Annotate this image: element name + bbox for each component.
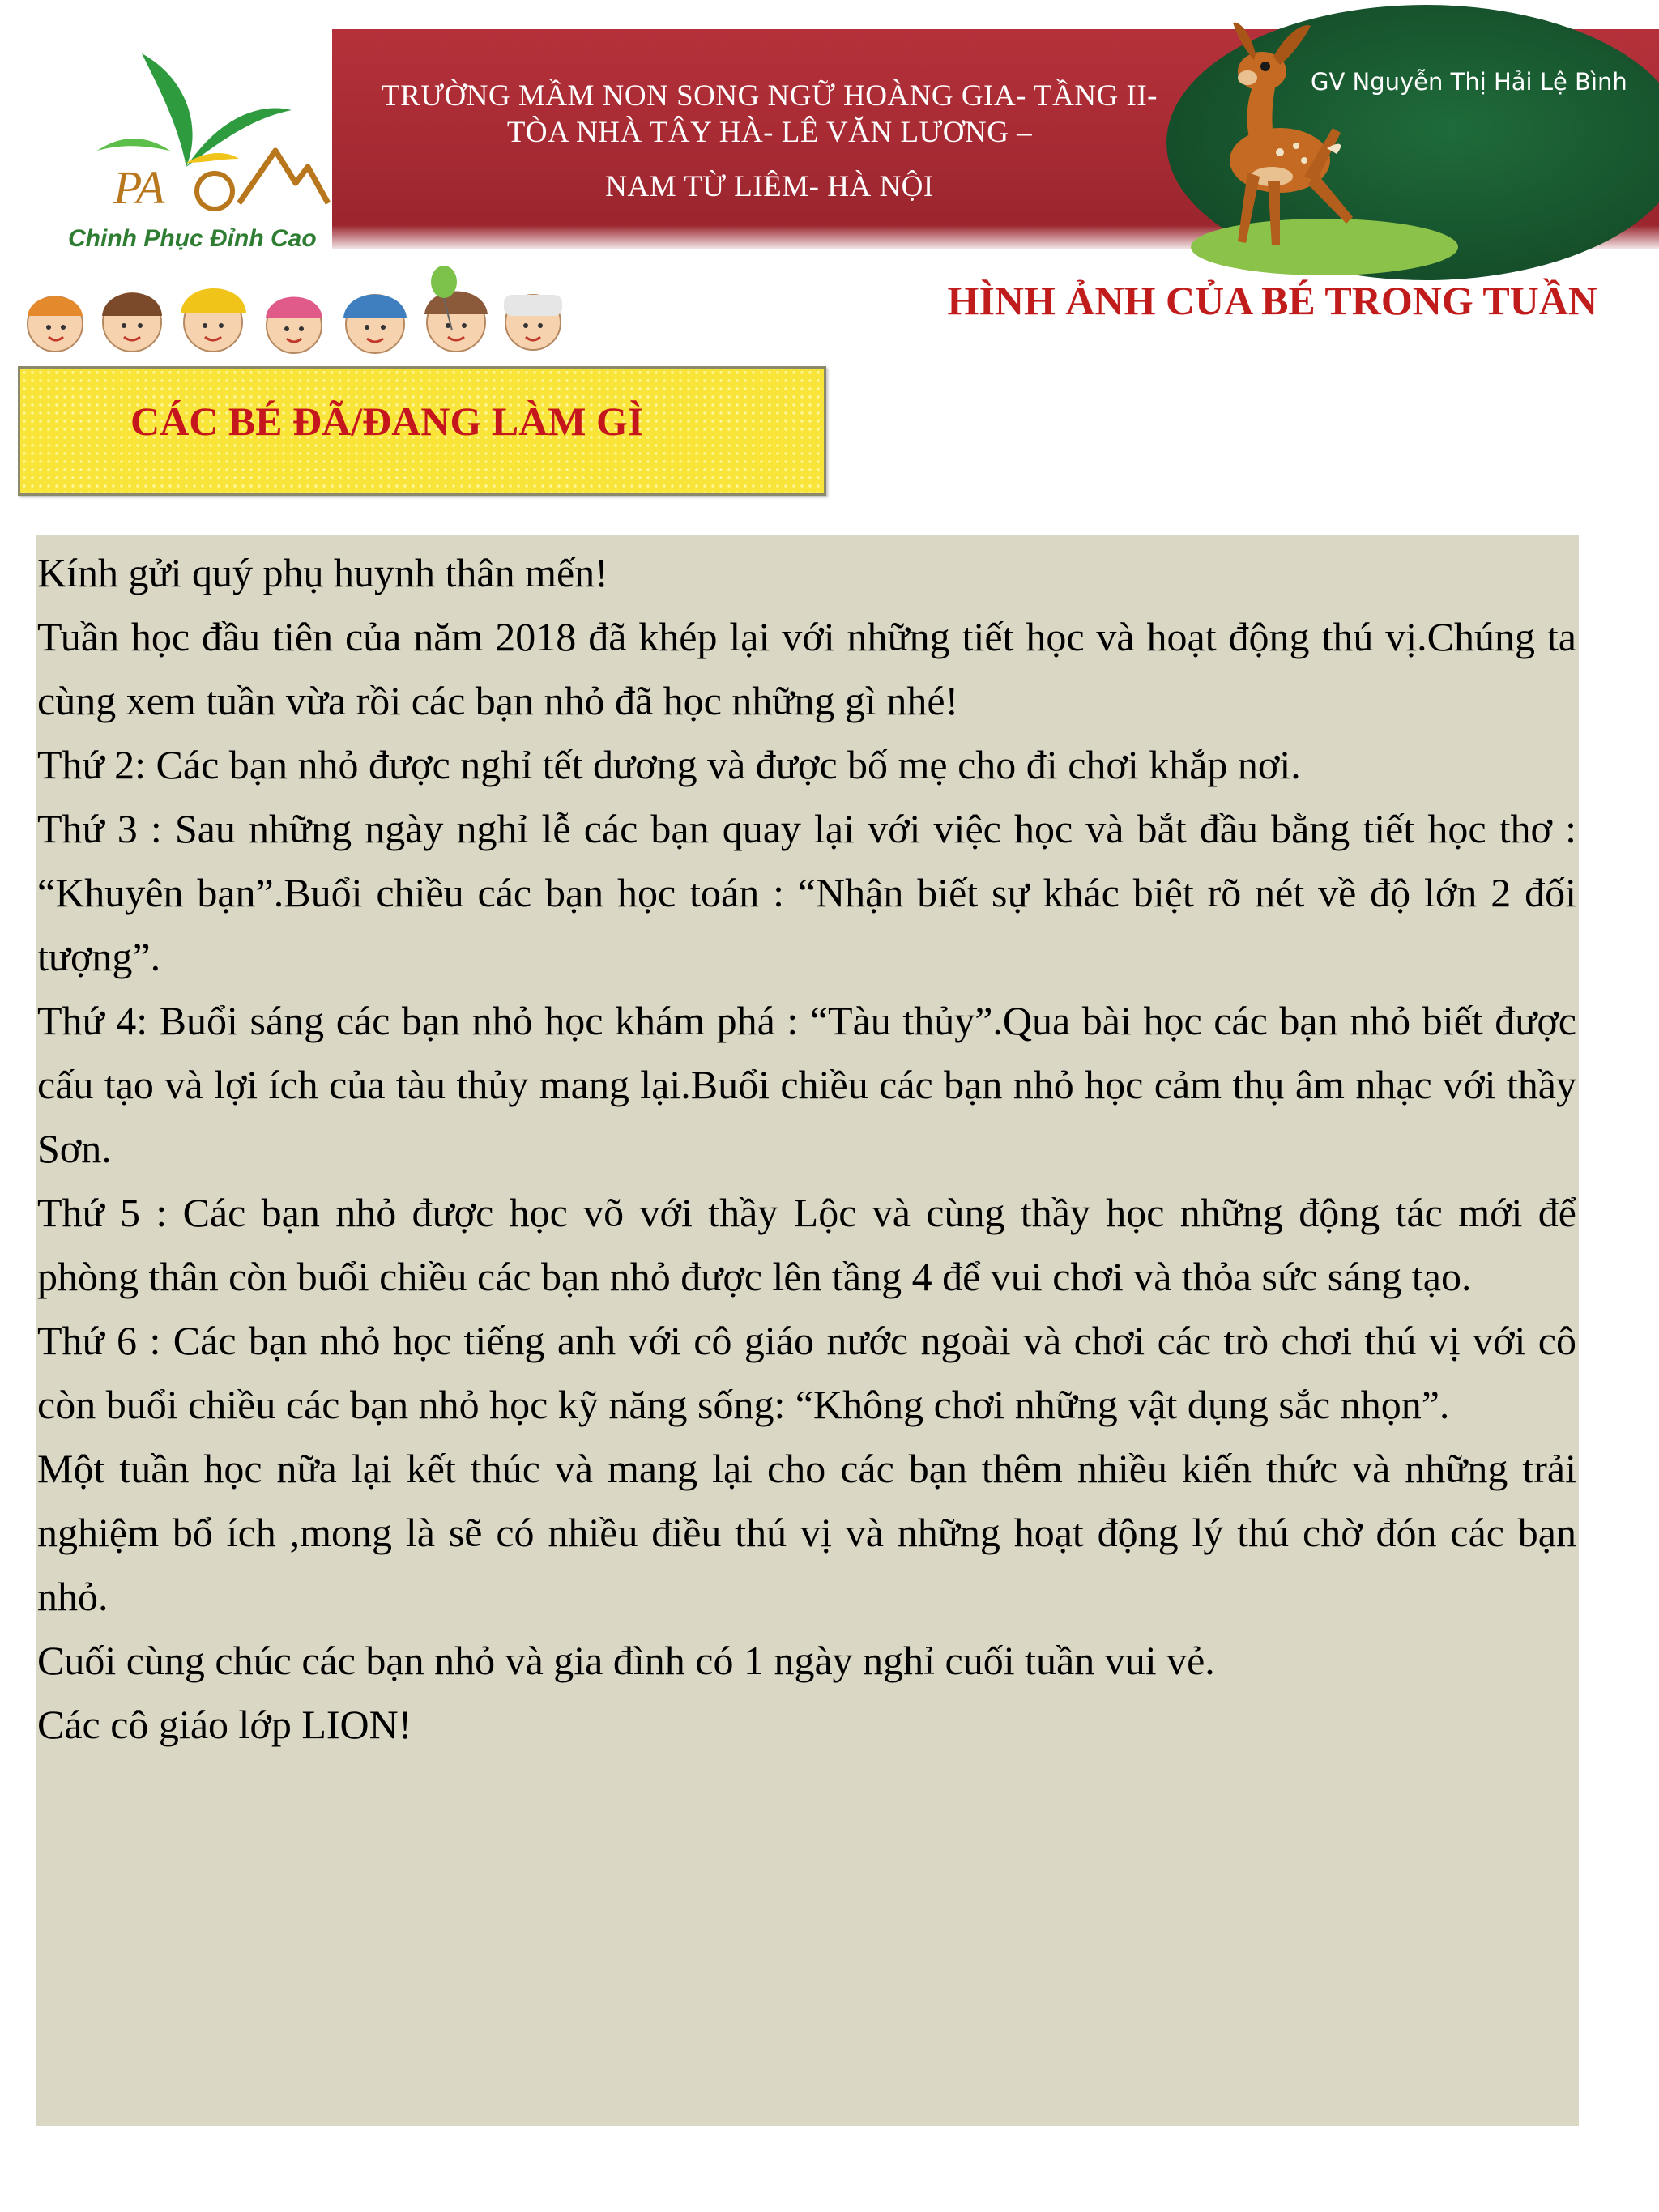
section-banner <box>18 366 826 496</box>
school-line-1: TRƯỜNG MẦM NON SONG NGỮ HOÀNG GIA- TẦNG II- <box>382 79 1158 113</box>
school-line-3: NAM TỪ LIÊM- HÀ NỘI <box>605 170 934 204</box>
paragraph-closing: Một tuần học nữa lại kết thúc và mang lại cho các bạn thêm nhiều kiến thức và những trải nghiệm bổ ích ,mong là sẽ có nhiều điều thú vị và những hoạt động lý thú chờ đón các bạn nhỏ. <box>37 1446 1576 1619</box>
paragraph-wednesday: Thứ 4: Buổi sáng các bạn nhỏ học khám phá : “Tàu thủy”.Qua bài học các bạn nhỏ biết được cấu tạo và lợi ích của tàu thủy mang lại.Buổi chiều các bạn nhỏ học cảm thụ âm nhạc với thầy Sơn. <box>37 998 1576 1171</box>
svg-text:Chinh Phục Đỉnh Cao: Chinh Phục Đỉnh Cao <box>68 225 317 252</box>
letter-text <box>37 541 1576 1757</box>
section-title: CÁC BÉ ĐÃ/ĐANG LÀM GÌ <box>130 399 644 444</box>
signature: Các cô giáo lớp LION! <box>37 1702 412 1747</box>
teacher-name: GV Nguyễn Thị Hải Lệ Bình <box>1311 68 1627 96</box>
kids-strip-icon <box>15 266 582 363</box>
school-line-2: TÒA NHÀ TÂY HÀ- LÊ VĂN LƯƠNG – <box>506 116 1033 150</box>
logo-icon <box>65 29 332 264</box>
paragraph-tuesday: Thứ 3 : Sau những ngày nghỉ lễ các bạn quay lại với việc học và bắt đầu bằng tiết học thơ : “Khuyên bạn”.Buổi chiều các bạn học toán : “Nhận biết sự khác biệt rõ nét về độ lớn 2 đối tượng”. <box>37 806 1576 979</box>
week-photos-title: HÌNH ẢNH CỦA BÉ TRONG TUẦN <box>947 278 1597 323</box>
school-address <box>332 78 1207 205</box>
paragraph-wishes: Cuối cùng chúc các bạn nhỏ và gia đình có 1 ngày nghỉ cuối tuần vui vẻ. <box>37 1638 1215 1683</box>
paragraph-monday: Thứ 2: Các bạn nhỏ được nghỉ tết dương và được bố mẹ cho đi chơi khắp nơi. <box>37 742 1301 787</box>
deer-icon <box>1166 6 1393 266</box>
paragraph-thursday: Thứ 5 : Các bạn nhỏ được học võ với thầy Lộc và cùng thầy học những động tác mới để phòng thân còn buổi chiều các bạn nhỏ được lên tầng 4 để vui chơi và thỏa sức sáng tạo. <box>37 1190 1576 1299</box>
paragraph-intro: Tuần học đầu tiên của năm 2018 đã khép lại với những tiết học và hoạt động thú vị.Chúng ta cùng xem tuần vừa rồi các bạn nhỏ đã học những gì nhé! <box>37 614 1576 723</box>
greeting: Kính gửi quý phụ huynh thân mến! <box>37 550 608 595</box>
svg-text:PA: PA <box>113 161 165 214</box>
paragraph-friday: Thứ 6 : Các bạn nhỏ học tiếng anh với cô giáo nước ngoài và chơi các trò chơi thú vị với cô còn buổi chiều các bạn nhỏ học kỹ năng sống: “Không chơi những vật dụng sắc nhọn”. <box>37 1318 1576 1427</box>
